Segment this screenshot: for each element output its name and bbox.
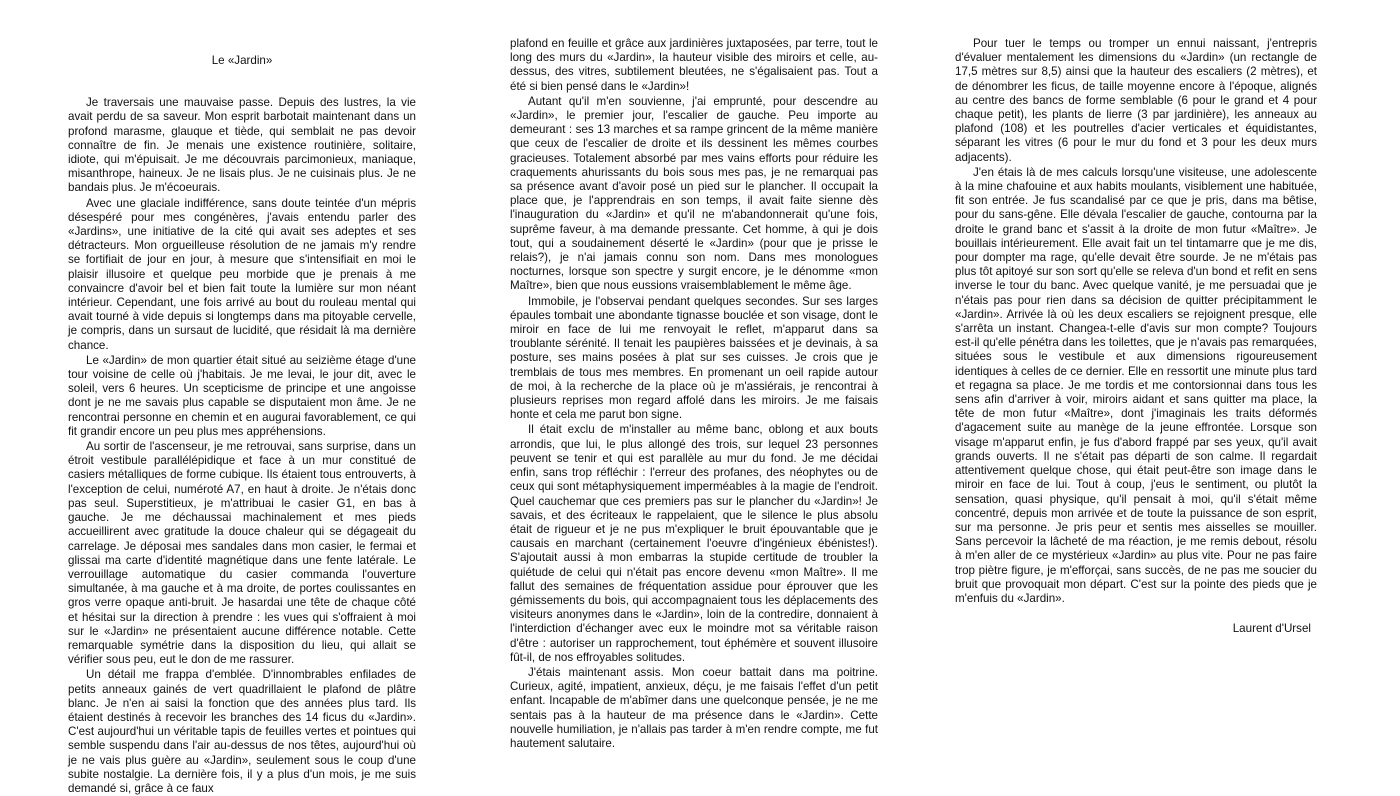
author-signature: Laurent d'Ursel [1232, 622, 1311, 636]
text-column-1 [68, 54, 416, 795]
paragraph: Avec une glaciale indifférence, sans doute teintée d'un mépris désespéré pour mes congénères, j'avais entendu parler des «Jardins», une initiative de la cité qui avait ses adeptes et ses détracteurs. Mon orgueilleuse résolution de ne jamais m'y rendre se fortifiait de jour en jour, à mesure que s'intensifiait en moi le plaisir illusoire et quelque peu morbide que je prenais à me convaincre d'avoir bel et bien fait toute la lumière sur mon néant intérieur. Cependant, une fois arrivé au bout du rouleau mental qui avait tourné à vide depuis si longtemps dans ma pitoyable cervelle, je compris, dans un sursaut de lucidité, que résidait là ma dernière chance. [68, 196, 416, 352]
paragraph: Je traversais une mauvaise passe. Depuis des lustres, la vie avait perdu de sa saveur. Mon esprit barbotait maintenant dans un profond marasme, glauque et tiède, qui semblait ne pas devoir connaître de fin. Je menais une existence routinière, solitaire, idiote, qui m'épuisait. Je me découvrais parcimonieux, maniaque, misanthrope, haineux. Je ne lisais plus. Je ne cuisinais plus. Je ne bandais plus. Je m'écoeurais. [68, 96, 416, 195]
paragraph: Pour tuer le temps ou tromper un ennui naissant, j'entrepris d'évaluer mentalement les dimensions du «Jardin» (un rectangle de 17,5 mètres sur 8,5) ainsi que la hauteur des escaliers (2 mètres), et de dénombrer les ficus, de taille moyenne encore à l'époque, alignés au centre des bancs de forme semblable (6 pour le grand et 4 pour chaque petit), les plants de lierre (3 par jardinière), les anneaux au plafond (108) et les poutrelles d'acier verticales et équidistantes, séparant les vitres (6 pour le mur du fond et 3 pour les deux murs adjacents). [955, 37, 1317, 164]
paragraph: Immobile, je l'observai pendant quelques secondes. Sur ses larges épaules tombait une abondante tignasse bouclée et son visage, dont le miroir en face de lui me renvoyait le reflet, m'apparut dans sa troublante sérénité. Il tenait les paupières baissées et je devinais, à sa posture, ses mains posées à plat sur ses cuisses. Je crois que je tremblais de tous mes membres. En promenant un oeil rapide autour de moi, à la recherche de la place où je m'assiérais, je rencontrai à plusieurs reprises mon regard affolé dans les miroirs. Je me faisais honte et cela me parut bon signe. [510, 294, 878, 422]
paragraph: Il était exclu de m'installer au même banc, oblong et aux bouts arrondis, que lui, le plus allongé des trois, sur lequel 23 personnes peuvent se tenir et qui est parallèle au mur du fond. Je me décidai enfin, sans trop réfléchir : l'erreur des profanes, des néophytes ou de ceux qui sont métaphysiquement imperméables à la magie de l'endroit. Quel cauchemar que ces premiers pas sur le plancher du «Jardin»! Je savais, et des écriteaux le rappelaient, que le silence le plus absolu était de rigueur et je ne pus m'expliquer le bruit épouvantable que je causais en marchant (certainement l'oeuvre d'ingénieux ébénistes!). S'ajoutait aussi à mon embarras la stupide certitude de troubler la quiétude de celui qui n'était pas encore devenu «mon Maître». Il me fallut des semaines de fréquentation assidue pour éprouver que les gémissements du bois, qui accompagnaient tous les déplacements des visiteurs anonymes dans le «Jardin», loin de la contredire, donnaient à l'interdiction d'échanger avec eux le moindre mot sa véritable raison d'être : autoriser un rapprochement, tout éphémère et souvent illusoire fût-il, de nos effroyables solitudes. [510, 423, 878, 664]
text-column-2 [510, 37, 878, 750]
document-title: Le «Jardin» [211, 54, 273, 67]
paragraph-continued: plafond en feuille et grâce aux jardinières juxtaposées, par terre, tout le long des murs du «Jardin», la hauteur visible des miroirs et celle, au-dessus, des vitres, subtilement bleutées, ne s'égalisaient pas. Tout a été si bien pensé dans le «Jardin»! [510, 37, 878, 93]
paragraph: Autant qu'il m'en souvienne, j'ai emprunté, pour descendre au «Jardin», le premier jour, l'escalier de gauche. Peu importe au demeurant : ses 13 marches et sa rampe grincent de la même manière que ceux de l'escalier de droite et ils dessinent les mêmes courbes gracieuses. Totalement absorbé par mes vains efforts pour réduire les craquements ahurissants du bois sous mes pas, je ne remarquai pas sa présence avant d'avoir posé un pied sur le plancher. Il occupait la place que, je l'apprendrais en son temps, il avait faite sienne dès l'inauguration du «Jardin» et qu'il ne m'abandonnerait qu'une fois, suprême faveur, à ma demande pressante. Cet homme, à qui je dois tout, qui a soudainement déserté le «Jardin» (pour que je prisse le relais?), je n'ai jamais connu son nom. Dans mes monologues nocturnes, lorsque son spectre y surgit encore, je le dénomme «mon Maître», bien que nous eussions vraisemblablement le même âge. [510, 94, 878, 293]
paragraph: J'en étais là de mes calculs lorsqu'une visiteuse, une adolescente à la mine chafouine et aux habits moulants, visiblement une habituée, fit son entrée. Je fus scandalisé par ce que je pris, dans ma bêtise, pour du sans-gêne. Elle dévala l'escalier de gauche, contourna par la droite le grand banc et s'assit à la droite de mon futur «Maître». Je bouillais intérieurement. Elle avait fait un tel tintamarre que je me dis, pour dompter ma rage, qu'elle devait être sourde. Je ne m'étais pas plus tôt apitoyé sur son sort qu'elle se releva d'un bond et refit en sens inverse le tour du banc. Avec quelque vanité, je me persuadai que je n'étais pas pour rien dans sa décision de quitter précipitamment le «Jardin». Arrivée là où les deux escaliers se rejoignent presque, elle s'arrêta un instant. Changea-t-elle d'avis sur mon compte? Toujours est-il qu'elle pénétra dans les toilettes, que je n'avais pas remarquées, situées sous le vestibule et aux dimensions rigoureusement identiques à celles de ce dernier. Elle en ressortit une minute plus tard et regagna sa place. Je me tordis et me contorsionnai dans tous les sens afin d'arriver à voir, miroirs aidant et sans quitter ma place, la tête de mon futur «Maître», dont j'imaginais les traits déformés d'agacement suite au manège de la jeune effrontée. Lorsque son visage m'apparut enfin, je fus d'abord frappé par ses yeux, qu'il avait grands ouverts. Il ne s'était pas départi de son calme. Il regardait attentivement quelque chose, qui était peut-être son image dans le miroir en face de lui. Tout à coup, j'eus le sentiment, ou plutôt la sensation, quasi physique, qu'il pensait à moi, qu'il s'était même concentré, depuis mon arrivée et de toute la puissance de son esprit, sur ma personne. Je pris peur et sentis mes aisselles se mouiller. Sans percevoir la lâcheté de ma réaction, je me remis debout, résolu à m'en aller de ce mystérieux «Jardin» au plus vite. Pour ne pas faire trop piètre figure, je m'efforçai, sans succès, de ne pas me soucier du bruit que provoquait mon départ. C'est sur la pointe des pieds que je m'enfuis du «Jardin». [955, 165, 1317, 605]
paragraph: J'étais maintenant assis. Mon coeur battait dans ma poitrine. Curieux, agité, impatient, anxieux, déçu, je me faisais l'effet d'un petit enfant. Incapable de m'abîmer dans une quelconque pensée, je ne me sentais pas à la hauteur de ma présence dans le «Jardin». Cette nouvelle humiliation, je n'allais pas tarder à m'en rendre compte, me fut hautement salutaire. [510, 665, 878, 750]
text-column-3 [955, 37, 1317, 636]
paragraph: Un détail me frappa d'emblée. D'innombrables enfilades de petits anneaux gainés de vert quadrillaient le plafond de plâtre blanc. Je n'en ai saisi la fonction que des années plus tard. Ils étaient destinés à recevoir les branches des 14 ficus du «Jardin». C'est aujourd'hui un véritable tapis de feuilles vertes et pointues qui semble suspendu dans l'air au-dessus de nos têtes, aujourd'hui où je ne vais plus guère au «Jardin», seulement sous le coup d'une subite nostalgie. La dernière fois, il y a plus d'un mois, je me suis demandé si, grâce à ce faux [68, 668, 416, 795]
paragraph: Le «Jardin» de mon quartier était situé au seizième étage d'une tour voisine de celle où j'habitais. Je me levai, le jour dit, avec le soleil, vers 6 heures. Un scepticisme de principe et une angoisse dont je ne me savais plus capable se disputaient mon âme. Je ne rencontrai personne en chemin et en augurai favorablement, ce qui fit grandir encore un peu plus mes appréhensions. [68, 353, 416, 438]
paragraph: Au sortir de l'ascenseur, je me retrouvai, sans surprise, dans un étroit vestibule parallélépidique et face à un mur constitué de casiers métalliques de forme cubique. Ils étaient tous entrouverts, à l'exception de celui, numéroté A7, en haut à droite. Je n'étais donc pas seul. Superstitieux, je m'attribuai le casier G1, en bas à gauche. Je me déchaussai machinalement et mes pieds accueillirent avec gratitude la douce chaleur qui se dégageait du carrelage. Je déposai mes sandales dans mon casier, le fermai et glissai ma carte d'identité magnétique dans une fente latérale. Le verrouillage automatique du casier commanda l'ouverture simultanée, à ma gauche et à ma droite, de portes coulissantes en gros verre opaque anti-bruit. Je hasardai une tête de chaque côté et hésitai sur la direction à prendre : les vues qui s'offraient à moi sur le «Jardin» ne présentaient aucune différence notable. Cette remarquable symétrie dans la disposition du lieu, qui allait se vérifier sous peu, eut le don de me rassurer. [68, 440, 416, 667]
